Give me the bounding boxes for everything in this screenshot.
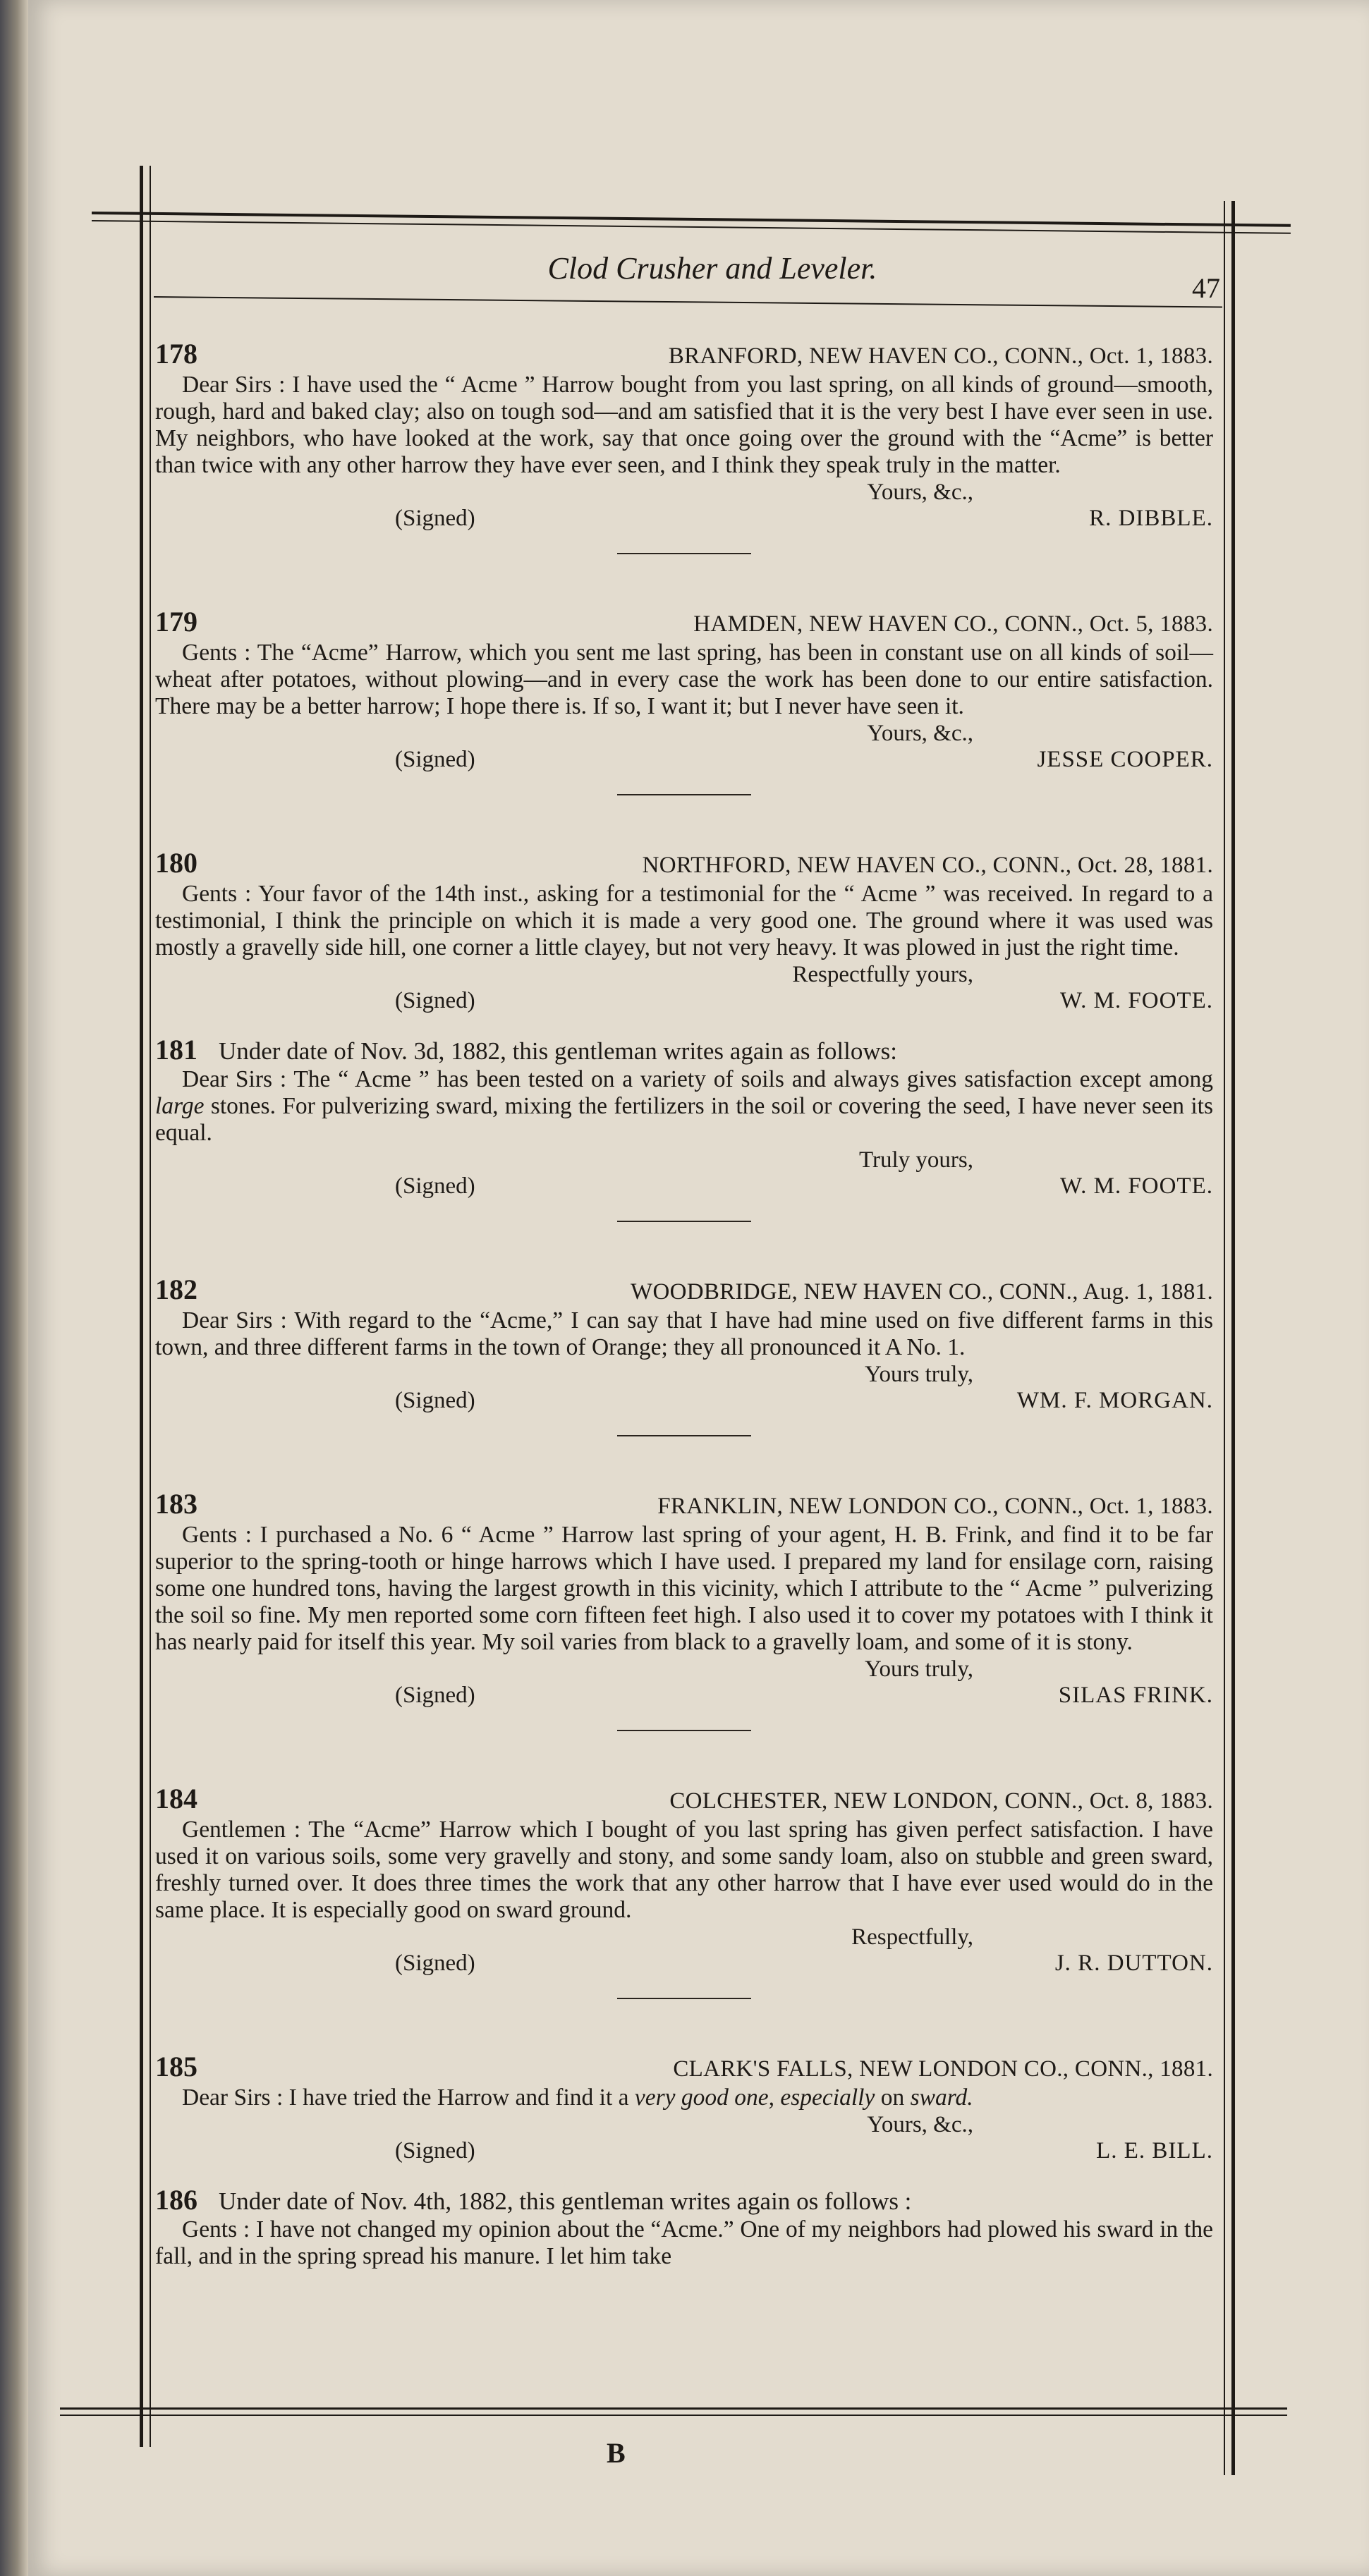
signature-row xyxy=(155,747,1213,773)
letter-closing: Yours truly, xyxy=(864,1656,973,1682)
letter-location: WOODBRIDGE, NEW HAVEN CO., CONN., Aug. 1, 1881. xyxy=(631,1279,1213,1305)
signed-label: (Signed) xyxy=(395,2138,475,2163)
body-part: Dear Sirs : I have tried the Harrow and find it a xyxy=(182,2084,629,2111)
testimonial-182 xyxy=(155,1273,1213,1436)
letter-number: 186 xyxy=(155,2184,197,2216)
signer-name: L. E. BILL. xyxy=(1096,2138,1213,2163)
page-number: 47 xyxy=(1192,272,1220,304)
letter-intro: Under date of Nov. 3d, 1882, this gentleman writes again as follows: xyxy=(219,1037,897,1065)
section-divider xyxy=(617,1730,751,1731)
letter-body xyxy=(155,1066,1213,1147)
frame-rule-bottom-outer xyxy=(60,2407,1287,2410)
section-divider xyxy=(617,794,751,795)
letter-intro-line xyxy=(155,1035,1213,1066)
testimonials-column xyxy=(155,337,1213,2270)
body-emphasis: very good one, especially xyxy=(634,2084,875,2111)
frame-rule-left-outer xyxy=(140,166,143,2447)
section-divider xyxy=(617,1998,751,1999)
body-part: stones. For pulverizing sward, mixing the fertilizers in the soil or covering the seed, I have never seen its equal. xyxy=(155,1093,1214,1146)
letter-number: 183 xyxy=(155,1488,197,1520)
signature-row xyxy=(155,988,1213,1014)
letter-closing: Yours, &c., xyxy=(867,480,973,505)
frame-rule-right-outer xyxy=(1231,201,1235,2475)
letter-body: Gents : Your favor of the 14th inst., asking for a testimonial for the “ Acme ” was received. In regard to a testimonial, I think the principle on which it is made a very good one. The ground where it was used was mostly a gravelly side hill, one corner a little clayey, but not very heavy. It was plowed in just the right time. xyxy=(155,881,1213,960)
letter-location: COLCHESTER, NEW LONDON, CONN., Oct. 8, 1883. xyxy=(669,1788,1213,1814)
letter-body: Gents : The “Acme” Harrow, which you sent me last spring, has been in constant use on all kinds of soil—wheat after potatoes, without plowing—and in every case the work has been done to our entire satisfaction. There may be a better harrow; I hope there is. If so, I want it; but I never have seen it. xyxy=(155,640,1213,719)
testimonial-185 xyxy=(155,2050,1213,2164)
testimonial-178 xyxy=(155,337,1213,554)
signed-label: (Signed) xyxy=(395,988,475,1013)
body-emphasis: sward. xyxy=(910,2084,973,2111)
body-emphasis: large xyxy=(155,1093,205,1119)
letter-location: HAMDEN, NEW HAVEN CO., CONN., Oct. 5, 1883. xyxy=(693,611,1213,637)
letter-closing: Respectfully yours, xyxy=(792,962,973,987)
letter-location: FRANKLIN, NEW LONDON CO., CONN., Oct. 1, 1883. xyxy=(657,1494,1213,1519)
letter-body: Dear Sirs : I have used the “ Acme ” Harrow bought from you last spring, on all kinds of ground—smooth, rough, hard and baked clay; also on tough sod—and am satisfied that it is the very best I have ever seen in use. My neighbors, who have looked at the work, say that once going over the ground with the “Acme” is better than twice with any other harrow they have ever seen, and I think they speak truly in the matter. xyxy=(155,372,1213,478)
frame-rule-right-inner xyxy=(1224,201,1225,2475)
letter-location: BRANFORD, NEW HAVEN CO., CONN., Oct. 1, 1883. xyxy=(668,343,1213,369)
signer-name: J. R. DUTTON. xyxy=(1054,1951,1213,1976)
signer-name: SILAS FRINK. xyxy=(1058,1683,1213,1708)
frame-rule-left-inner xyxy=(150,166,151,2447)
signed-label: (Signed) xyxy=(395,1683,475,1708)
letter-closing: Respectfully, xyxy=(851,1924,973,1950)
signer-name: JESSE COOPER. xyxy=(1037,747,1213,772)
letter-location: CLARK'S FALLS, NEW LONDON CO., CONN., 1881. xyxy=(673,2056,1213,2082)
signature-row xyxy=(155,1173,1213,1200)
body-part: Dear Sirs : The “ Acme ” has been tested on a variety of soils and always gives satisfaction except among xyxy=(182,1066,1213,1092)
testimonial-181 xyxy=(155,1035,1213,1222)
letter-body: Gentlemen : The “Acme” Harrow which I bought of you last spring has given perfect satisfaction. I have used it on various soils, some very gravelly and stony, and some sandy loam, also on stubble and green sward, freshly turned over. It does three times the work that any other harrow that I have ever used would do in the same place. It is especially good on sward ground. xyxy=(155,1817,1213,1923)
signature-mark: B xyxy=(607,2437,626,2469)
testimonial-183 xyxy=(155,1487,1213,1731)
letter-heading xyxy=(155,1273,1213,1306)
letter-heading xyxy=(155,337,1213,370)
body-part: on xyxy=(880,2084,905,2111)
page-title: Clod Crusher and Leveler. xyxy=(547,251,877,286)
letter-intro: Under date of Nov. 4th, 1882, this gentleman writes again os follows : xyxy=(219,2187,912,2215)
letter-heading xyxy=(155,1487,1213,1520)
letter-number: 179 xyxy=(155,606,197,637)
section-divider xyxy=(617,553,751,554)
letter-number: 185 xyxy=(155,2051,197,2082)
letter-intro-line xyxy=(155,2185,1213,2216)
testimonial-179 xyxy=(155,605,1213,795)
signed-label: (Signed) xyxy=(395,1951,475,1976)
letter-closing: Yours, &c., xyxy=(867,721,973,746)
signature-row xyxy=(155,2138,1213,2164)
signer-name: WM. F. MORGAN. xyxy=(1016,1388,1213,1413)
section-divider xyxy=(617,1221,751,1222)
frame-rule-bottom-inner xyxy=(60,2415,1287,2416)
signature-row xyxy=(155,1951,1213,1977)
signed-label: (Signed) xyxy=(395,1388,475,1413)
letter-closing: Yours truly, xyxy=(864,1362,973,1387)
testimonial-184 xyxy=(155,1782,1213,1999)
letter-location: NORTHFORD, NEW HAVEN CO., CONN., Oct. 28, 1881. xyxy=(642,853,1213,878)
signature-row xyxy=(155,506,1213,532)
signed-label: (Signed) xyxy=(395,1173,475,1199)
signer-name: W. M. FOOTE. xyxy=(1059,988,1213,1013)
letter-heading xyxy=(155,605,1213,638)
letter-heading xyxy=(155,2050,1213,2083)
letter-number: 184 xyxy=(155,1783,197,1814)
testimonial-186 xyxy=(155,2185,1213,2270)
signer-name: W. M. FOOTE. xyxy=(1059,1173,1213,1199)
book-spine xyxy=(0,0,28,2576)
letter-body: Gents : I purchased a No. 6 “ Acme ” Harrow last spring of your agent, H. B. Frink, and find it to be far superior to the spring-tooth or hinge harrows which I have used. I prepared my land for ensilage corn, raising some one hundred tons, having the largest growth in this vicinity, which I attribute to the “ Acme ” pulverizing the soil so fine. My men reported some corn fifteen feet high. I also used it to cover my potatoes with I think it has nearly paid for itself this year. My soil varies from black to a gravelly loam, and some of it is stony. xyxy=(155,1522,1213,1655)
section-divider xyxy=(617,1435,751,1436)
letter-number: 178 xyxy=(155,338,197,370)
signature-row xyxy=(155,1683,1213,1709)
letter-closing: Truly yours, xyxy=(859,1147,973,1173)
signer-name: R. DIBBLE. xyxy=(1089,506,1213,531)
letter-heading xyxy=(155,846,1213,879)
letter-body: Gents : I have not changed my opinion about the “Acme.” One of my neighbors had plowed his sward in the fall, and in the spring spread his manure. I let him take xyxy=(155,2216,1213,2269)
letter-closing: Yours, &c., xyxy=(867,2112,973,2137)
letter-body: Dear Sirs : With regard to the “Acme,” I can say that I have had mine used on five different farms in this town, and three different farms in the town of Orange; they all pronounced it A No. 1. xyxy=(155,1307,1213,1360)
letter-number: 182 xyxy=(155,1274,197,1305)
letter-number: 180 xyxy=(155,847,197,879)
letter-body xyxy=(155,2084,1213,2111)
signed-label: (Signed) xyxy=(395,747,475,772)
signed-label: (Signed) xyxy=(395,506,475,531)
signature-row xyxy=(155,1388,1213,1414)
letter-heading xyxy=(155,1782,1213,1815)
letter-number: 181 xyxy=(155,1034,197,1066)
testimonial-180 xyxy=(155,846,1213,1014)
